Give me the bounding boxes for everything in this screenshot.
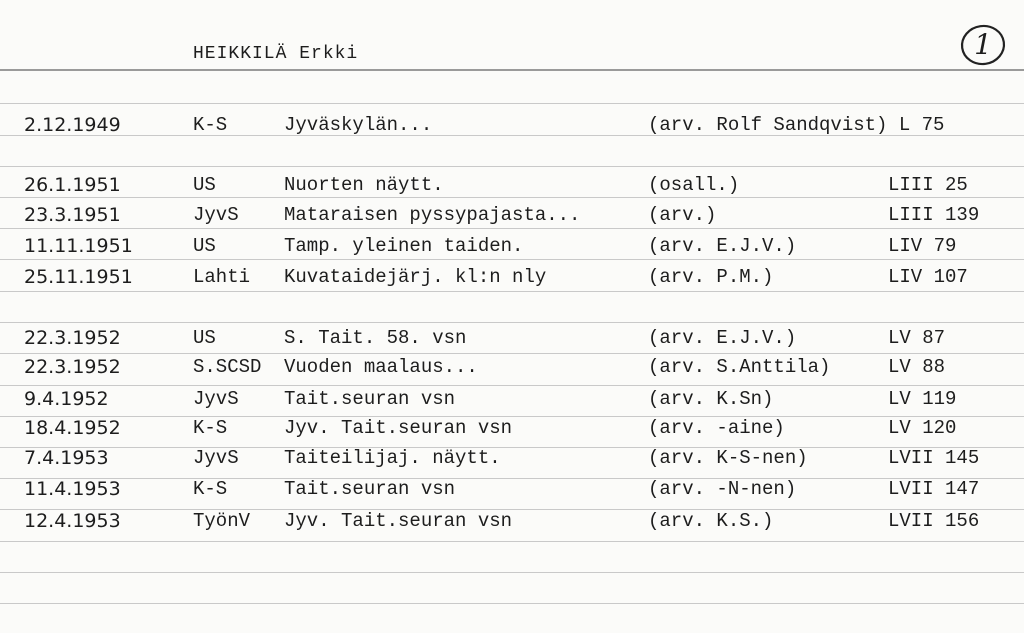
entry-ref: LVII 145 <box>888 447 980 469</box>
table-row <box>0 354 1024 380</box>
entry-note: (arv. -aine) <box>648 417 785 439</box>
ruled-line <box>0 541 1024 542</box>
card-number <box>958 22 1008 68</box>
table-row <box>0 445 1024 471</box>
entry-org: K-S <box>193 478 228 500</box>
entry-org: K-S <box>193 417 228 439</box>
entry-date: 12.4.1953 <box>24 510 121 532</box>
table-row <box>0 386 1024 412</box>
entry-ref: LIV 107 <box>888 266 968 288</box>
entry-date: 7.4.1953 <box>24 447 109 469</box>
entry-title: Tait.seuran vsn <box>284 388 456 410</box>
entry-title: Jyv. Tait.seuran vsn <box>284 510 513 532</box>
entry-org: S.SCSD <box>193 356 262 378</box>
ruled-line <box>0 259 1024 260</box>
entry-note: (arv. K.S.) <box>648 510 774 532</box>
entry-ref: LIII 25 <box>888 174 968 196</box>
entry-ref: LIII 139 <box>888 204 980 226</box>
table-row <box>0 172 1024 198</box>
card-name: HEIKKILÄ Erkki <box>193 44 359 64</box>
entry-date: 23.3.1951 <box>24 204 121 226</box>
ruled-line <box>0 322 1024 323</box>
entry-title: Taiteilijaj. näytt. <box>284 447 501 469</box>
entry-title: Mataraisen pyssypajasta... <box>284 204 581 226</box>
entry-ref: LV 119 <box>888 388 957 410</box>
entry-org: US <box>193 174 216 196</box>
table-row <box>0 233 1024 259</box>
entry-ref: LVII 147 <box>888 478 980 500</box>
entry-org: JyvS <box>193 388 239 410</box>
entry-org: JyvS <box>193 447 239 469</box>
entry-org: K-S <box>193 114 228 136</box>
ruled-line <box>0 291 1024 292</box>
entry-note: (arv.) <box>648 204 717 226</box>
entry-note: (arv. K-S-nen) <box>648 447 808 469</box>
entry-note: (arv. -N-nen) <box>648 478 797 500</box>
entry-title: Nuorten näytt. <box>284 174 444 196</box>
entry-note: (arv. Rolf Sandqvist) L 75 <box>648 114 945 136</box>
header-rule <box>0 69 1024 71</box>
entry-title: Tait.seuran vsn <box>284 478 456 500</box>
table-row <box>0 325 1024 351</box>
entry-date: 26.1.1951 <box>24 174 121 196</box>
entry-org: Lahti <box>193 266 251 288</box>
entry-date: 9.4.1952 <box>24 388 109 410</box>
entry-date: 11.4.1953 <box>24 478 121 500</box>
entry-note: (arv. P.M.) <box>648 266 774 288</box>
entry-note: (arv. K.Sn) <box>648 388 774 410</box>
entry-title: Jyväskylän... <box>284 114 433 136</box>
entry-ref: LV 88 <box>888 356 946 378</box>
entry-note: (arv. E.J.V.) <box>648 327 797 349</box>
entry-ref: LVII 156 <box>888 510 980 532</box>
entry-date: 11.11.1951 <box>24 235 133 257</box>
entry-date: 25.11.1951 <box>24 266 133 288</box>
entry-date: 22.3.1952 <box>24 356 121 378</box>
entry-note: (osall.) <box>648 174 740 196</box>
table-row <box>0 112 1024 138</box>
ruled-line <box>0 166 1024 167</box>
entry-ref: LV 120 <box>888 417 957 439</box>
table-row <box>0 476 1024 502</box>
entry-ref: LIV 79 <box>888 235 957 257</box>
entry-title: Tamp. yleinen taiden. <box>284 235 524 257</box>
table-row <box>0 264 1024 290</box>
card-number-text: 1 <box>974 28 992 61</box>
table-row <box>0 508 1024 534</box>
entry-org: JyvS <box>193 204 239 226</box>
entry-title: Kuvataidejärj. kl:n nly <box>284 266 547 288</box>
entry-date: 18.4.1952 <box>24 417 121 439</box>
entry-title: S. Tait. 58. vsn <box>284 327 467 349</box>
entry-date: 2.12.1949 <box>24 114 121 136</box>
ruled-line <box>0 228 1024 229</box>
entry-org: TyönV <box>193 510 251 532</box>
table-row <box>0 202 1024 228</box>
entry-note: (arv. E.J.V.) <box>648 235 797 257</box>
entry-ref: LV 87 <box>888 327 946 349</box>
ruled-line <box>0 103 1024 104</box>
entry-title: Jyv. Tait.seuran vsn <box>284 417 513 439</box>
entry-date: 22.3.1952 <box>24 327 121 349</box>
entry-title: Vuoden maalaus... <box>284 356 478 378</box>
table-row <box>0 415 1024 441</box>
entry-org: US <box>193 327 216 349</box>
entry-org: US <box>193 235 216 257</box>
entry-note: (arv. S.Anttila) <box>648 356 831 378</box>
ruled-line <box>0 572 1024 573</box>
ruled-line <box>0 603 1024 604</box>
